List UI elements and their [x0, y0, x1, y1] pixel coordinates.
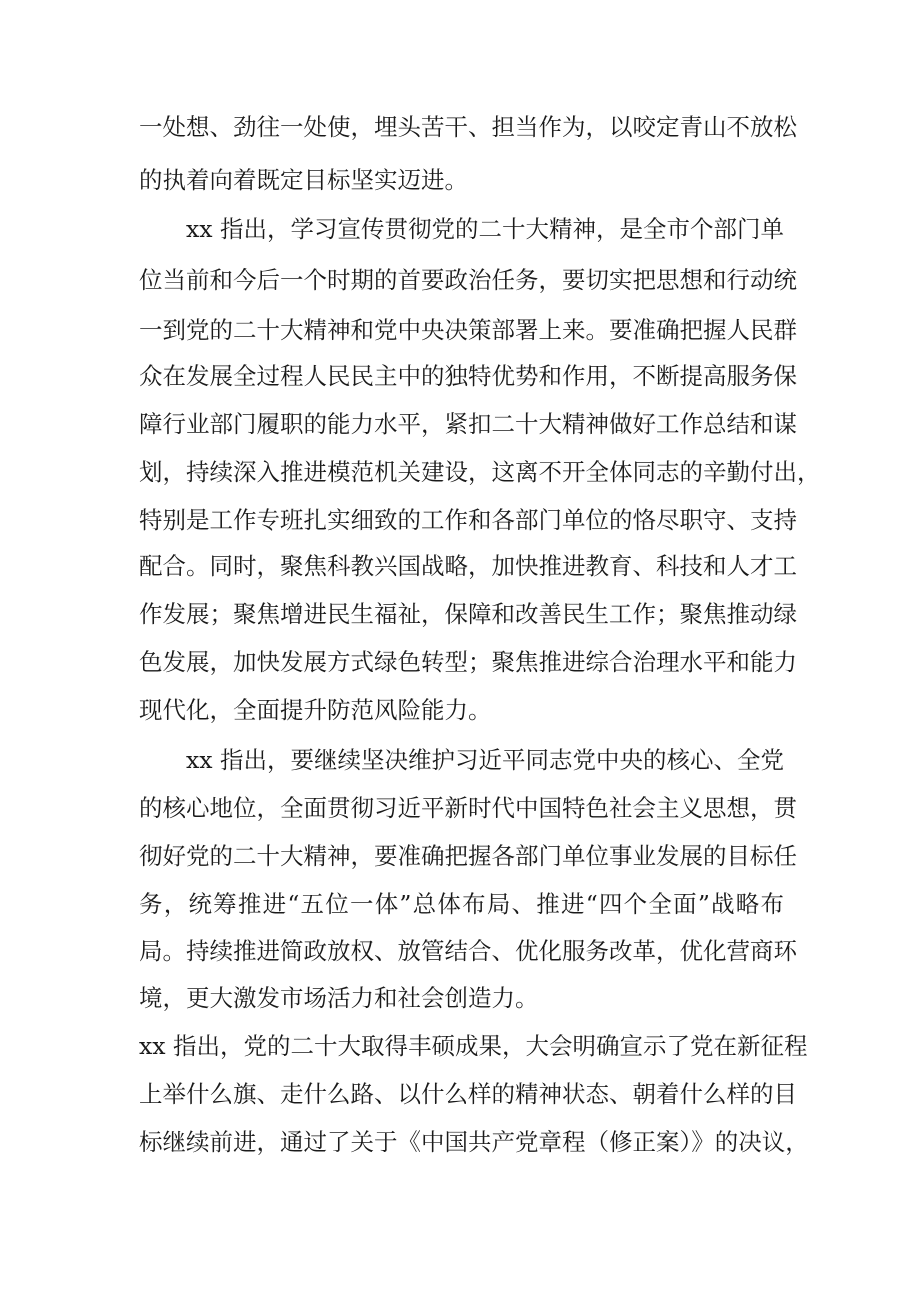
text-line: 现代化，全面提升防范风险能力。: [139, 696, 492, 724]
text-line: 配合。同时，聚焦科教兴国战略，加快推进教育、科技和人才工: [139, 552, 797, 580]
text-line: 的执着向着既定目标坚实迈进。: [139, 166, 468, 194]
text-line: 众在发展全过程人民民主中的独特优势和作用，不断提高服务保: [139, 362, 797, 390]
text-line: 彻好党的二十大精神，要准确把握各部门单位事业发展的目标任: [139, 842, 797, 870]
text-line: 一处想、劲往一处使，埋头苦干、担当作为，以咬定青山不放松: [139, 113, 797, 141]
text-line: xx 指出，学习宣传贯彻党的二十大精神，是全市个部门单: [186, 215, 784, 243]
text-line: 色发展，加快发展方式绿色转型；聚焦推进综合治理水平和能力: [139, 648, 797, 676]
text-line: 特别是工作专班扎实细致的工作和各部门单位的恪尽职守、支持: [139, 506, 797, 534]
text-line: 上举什么旗、走什么路、以什么样的精神状态、朝着什么样的目: [139, 1080, 797, 1108]
text-line: 务，统筹推进“五位一体”总体布局、推进“四个全面”战略布: [139, 890, 784, 918]
text-line: 的核心地位，全面贯彻习近平新时代中国特色社会主义思想，贯: [139, 794, 797, 822]
text-line: 划，持续深入推进模范机关建设，这离不开全体同志的辛勤付出，: [139, 458, 821, 486]
text-line: xx 指出，要继续坚决维护习近平同志党中央的核心、全党: [186, 746, 784, 774]
text-line: 障行业部门履职的能力水平，紧扣二十大精神做好工作总结和谋: [139, 410, 797, 438]
text-line: 作发展；聚焦增进民生福祉，保障和改善民生工作；聚焦推动绿: [139, 600, 797, 628]
text-line: 局。持续推进简政放权、放管结合、优化服务改革，优化营商环: [139, 937, 797, 965]
text-line: 境，更大激发市场活力和社会创造力。: [139, 984, 539, 1012]
text-line: 一到党的二十大精神和党中央决策部署上来。要准确把握人民群: [139, 316, 797, 344]
text-line: 位当前和今后一个时期的首要政治任务，要切实把思想和行动统: [139, 266, 797, 294]
text-line: 标继续前进，通过了关于《中国共产党章程（修正案）》的决议，: [139, 1128, 809, 1156]
text-line: xx 指出，党的二十大取得丰硕成果，大会明确宣示了党在新征程: [139, 1032, 808, 1060]
